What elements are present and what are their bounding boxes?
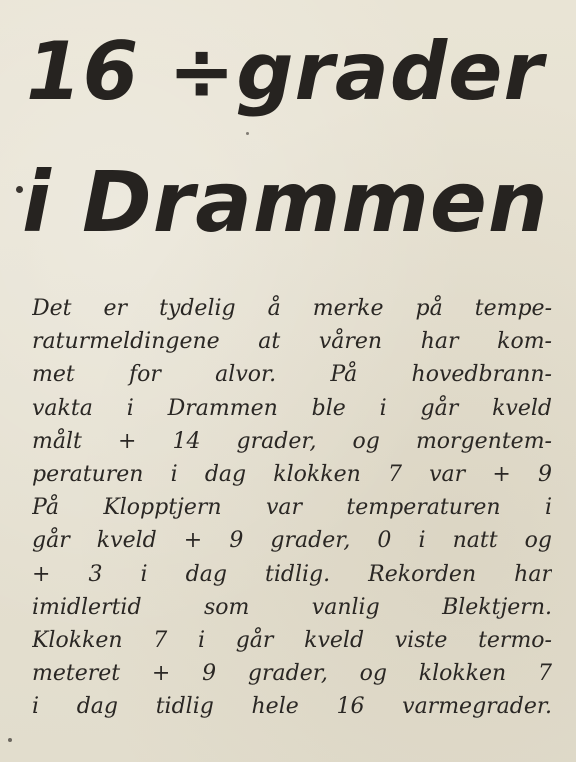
article-line: + 3 i dag tidlig. Rekorden har [32, 561, 552, 587]
headline-line-1: 16 ÷grader [26, 25, 544, 118]
article-line: vakta i Drammen ble i går kveld [32, 395, 552, 421]
article-line: meteret + 9 grader, og klokken 7 [32, 661, 552, 687]
article-line: Klokken 7 i går kveld viste termo- [32, 627, 552, 653]
article-line: Det er tydelig å merke på tempe- [32, 296, 552, 321]
article-line: met for alvor. På hovedbrann- [32, 362, 552, 388]
article-line: imidlertid som vanlig Blektjern. [32, 594, 552, 620]
article-line: raturmeldingene at våren har kom- [32, 329, 552, 355]
ink-speck [246, 132, 249, 135]
article-line: peraturen i dag klokken 7 var + 9 [32, 461, 552, 487]
article-body [32, 292, 552, 723]
article-line: På Klopptjern var temperaturen i [32, 495, 552, 521]
ink-speck [8, 738, 12, 742]
headline-line-2: i Drammen [22, 153, 549, 251]
article-line: i dag tidlig hele 16 varmegrader. [32, 694, 552, 720]
article-line: målt + 14 grader, og morgentem- [32, 428, 552, 454]
article-line: går kveld + 9 grader, 0 i natt og [32, 528, 552, 554]
